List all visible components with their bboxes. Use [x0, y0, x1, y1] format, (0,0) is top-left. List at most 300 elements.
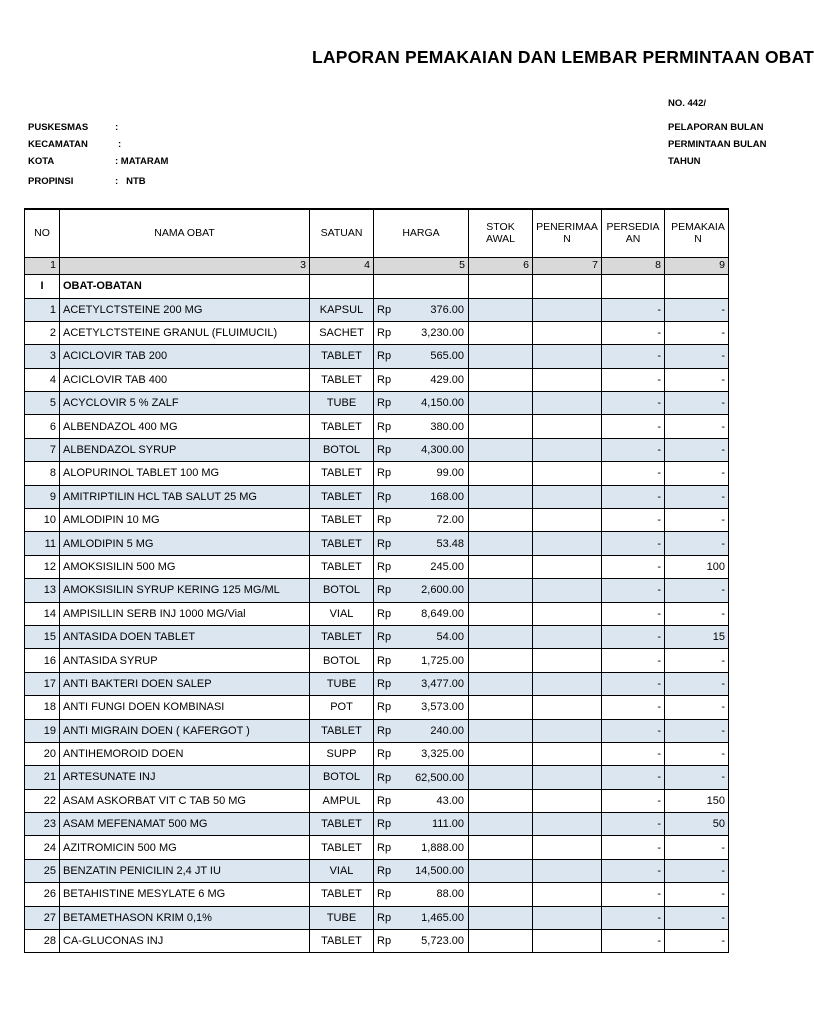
row-no: 14	[25, 602, 60, 625]
row-persediaan: -	[602, 836, 665, 859]
row-harga	[374, 321, 469, 344]
row-satuan: TABLET	[310, 625, 374, 648]
row-penerimaan	[533, 555, 602, 578]
row-stok-awal	[469, 789, 533, 812]
row-no: 17	[25, 672, 60, 695]
row-pemakaian: -	[665, 906, 729, 929]
currency-label: Rp	[377, 724, 392, 737]
row-pemakaian: -	[665, 579, 729, 602]
row-penerimaan	[533, 930, 602, 953]
row-nama-obat: ANTI MIGRAIN DOEN ( KAFERGOT )	[60, 719, 310, 742]
table-row	[25, 368, 729, 391]
currency-label: Rp	[377, 748, 392, 761]
row-persediaan: -	[602, 742, 665, 765]
price-amount: 4,150.00	[421, 397, 464, 410]
row-nama-obat: ACETYLCTSTEINE GRANUL (FLUIMUCIL)	[60, 321, 310, 344]
header-stok-awal: STOK AWAL	[469, 209, 533, 257]
row-nama-obat: AZITROMICIN 500 MG	[60, 836, 310, 859]
row-nama-obat: CA-GLUCONAS INJ	[60, 930, 310, 953]
row-nama-obat: AMPISILLIN SERB INJ 1000 MG/Vial	[60, 602, 310, 625]
row-no: 25	[25, 859, 60, 882]
currency-label: Rp	[377, 350, 392, 363]
currency-label: Rp	[377, 654, 392, 667]
table-row	[25, 555, 729, 578]
row-stok-awal	[469, 859, 533, 882]
row-penerimaan	[533, 485, 602, 508]
currency-label: Rp	[377, 490, 392, 503]
row-no: 26	[25, 883, 60, 906]
meta-value-propinsi: : NTB	[115, 176, 146, 187]
table-row	[25, 438, 729, 461]
row-pemakaian: -	[665, 392, 729, 415]
row-harga	[374, 813, 469, 836]
row-persediaan: -	[602, 462, 665, 485]
row-nama-obat: ACYCLOVIR 5 % ZALF	[60, 392, 310, 415]
row-pemakaian: -	[665, 719, 729, 742]
report-number: NO. 442/	[668, 98, 707, 109]
row-stok-awal	[469, 883, 533, 906]
row-satuan: POT	[310, 696, 374, 719]
header-satuan: SATUAN	[310, 209, 374, 257]
table-row	[25, 602, 729, 625]
row-no: 1	[25, 298, 60, 321]
price-amount: 3,325.00	[421, 748, 464, 761]
row-harga	[374, 625, 469, 648]
row-persediaan: -	[602, 813, 665, 836]
meta-permintaan-bulan: PERMINTAAN BULAN	[668, 139, 767, 150]
price-amount: 240.00	[430, 724, 464, 737]
col-number: 6	[469, 257, 533, 274]
row-nama-obat: ARTESUNATE INJ	[60, 766, 310, 789]
row-no: 13	[25, 579, 60, 602]
row-satuan: TABLET	[310, 462, 374, 485]
row-stok-awal	[469, 462, 533, 485]
price-amount: 14,500.00	[415, 865, 464, 878]
row-nama-obat: AMOKSISILIN 500 MG	[60, 555, 310, 578]
meta-value-kota: : MATARAM	[115, 156, 169, 167]
price-amount: 168.00	[430, 490, 464, 503]
row-stok-awal	[469, 438, 533, 461]
row-stok-awal	[469, 742, 533, 765]
row-harga	[374, 906, 469, 929]
price-amount: 245.00	[430, 560, 464, 573]
row-penerimaan	[533, 625, 602, 648]
table-row	[25, 766, 729, 789]
row-pemakaian: -	[665, 509, 729, 532]
row-satuan: SACHET	[310, 321, 374, 344]
row-penerimaan	[533, 462, 602, 485]
row-persediaan: -	[602, 392, 665, 415]
table-row	[25, 298, 729, 321]
row-persediaan: -	[602, 298, 665, 321]
table-row	[25, 813, 729, 836]
price-amount: 53.48	[436, 537, 464, 550]
row-persediaan: -	[602, 859, 665, 882]
row-stok-awal	[469, 602, 533, 625]
row-penerimaan	[533, 579, 602, 602]
table-row	[25, 742, 729, 765]
currency-label: Rp	[377, 701, 392, 714]
col-number: 8	[602, 257, 665, 274]
row-harga	[374, 555, 469, 578]
currency-label: Rp	[377, 560, 392, 573]
price-amount: 8,649.00	[421, 607, 464, 620]
row-nama-obat: ALBENDAZOL SYRUP	[60, 438, 310, 461]
row-pemakaian: -	[665, 672, 729, 695]
currency-label: Rp	[377, 467, 392, 480]
row-satuan: TABLET	[310, 836, 374, 859]
row-nama-obat: AMOKSISILIN SYRUP KERING 125 MG/ML	[60, 579, 310, 602]
col-number: 3	[60, 257, 310, 274]
row-penerimaan	[533, 836, 602, 859]
table-row	[25, 836, 729, 859]
row-persediaan: -	[602, 485, 665, 508]
currency-label: Rp	[377, 888, 392, 901]
table-row	[25, 462, 729, 485]
row-harga	[374, 368, 469, 391]
row-penerimaan	[533, 719, 602, 742]
section-row	[25, 274, 729, 298]
row-stok-awal	[469, 345, 533, 368]
section-number: I	[25, 274, 60, 298]
row-no: 5	[25, 392, 60, 415]
price-amount: 1,725.00	[421, 654, 464, 667]
col-number: 9	[665, 257, 729, 274]
row-persediaan: -	[602, 672, 665, 695]
row-no: 2	[25, 321, 60, 344]
row-pemakaian: 50	[665, 813, 729, 836]
row-persediaan: -	[602, 579, 665, 602]
row-persediaan: -	[602, 719, 665, 742]
meta-value-kecamatan: :	[118, 139, 122, 150]
table-row	[25, 345, 729, 368]
row-satuan: AMPUL	[310, 789, 374, 812]
row-penerimaan	[533, 859, 602, 882]
price-amount: 565.00	[430, 350, 464, 363]
header-harga: HARGA	[374, 209, 469, 257]
row-stok-awal	[469, 415, 533, 438]
row-harga	[374, 789, 469, 812]
row-pemakaian: -	[665, 438, 729, 461]
row-penerimaan	[533, 649, 602, 672]
row-harga	[374, 462, 469, 485]
header-row	[25, 209, 729, 257]
row-pemakaian: -	[665, 883, 729, 906]
row-no: 8	[25, 462, 60, 485]
row-harga	[374, 438, 469, 461]
price-amount: 3,477.00	[421, 677, 464, 690]
price-amount: 43.00	[436, 794, 464, 807]
price-amount: 429.00	[430, 373, 464, 386]
row-harga	[374, 859, 469, 882]
row-nama-obat: ACICLOVIR TAB 400	[60, 368, 310, 391]
row-satuan: BOTOL	[310, 649, 374, 672]
row-satuan: BOTOL	[310, 438, 374, 461]
row-satuan: VIAL	[310, 602, 374, 625]
row-penerimaan	[533, 321, 602, 344]
price-amount: 3,573.00	[421, 701, 464, 714]
row-harga	[374, 672, 469, 695]
row-satuan: TABLET	[310, 532, 374, 555]
row-persediaan: -	[602, 696, 665, 719]
price-amount: 376.00	[430, 303, 464, 316]
row-harga	[374, 509, 469, 532]
row-satuan: TABLET	[310, 555, 374, 578]
row-nama-obat: ANTIHEMOROID DOEN	[60, 742, 310, 765]
row-nama-obat: ALOPURINOL TABLET 100 MG	[60, 462, 310, 485]
currency-label: Rp	[377, 584, 392, 597]
row-stok-awal	[469, 906, 533, 929]
meta-label-propinsi: PROPINSI	[28, 176, 74, 187]
table-row	[25, 532, 729, 555]
row-satuan: TABLET	[310, 415, 374, 438]
currency-label: Rp	[377, 911, 392, 924]
row-harga	[374, 836, 469, 859]
row-penerimaan	[533, 672, 602, 695]
row-pemakaian: -	[665, 930, 729, 953]
row-pemakaian: -	[665, 766, 729, 789]
row-no: 22	[25, 789, 60, 812]
row-satuan: TABLET	[310, 368, 374, 391]
currency-label: Rp	[377, 327, 392, 340]
currency-label: Rp	[377, 841, 392, 854]
col-number: 7	[533, 257, 602, 274]
currency-label: Rp	[377, 397, 392, 410]
row-nama-obat: BETAMETHASON KRIM 0,1%	[60, 906, 310, 929]
row-penerimaan	[533, 602, 602, 625]
row-persediaan: -	[602, 555, 665, 578]
row-penerimaan	[533, 392, 602, 415]
row-nama-obat: AMLODIPIN 5 MG	[60, 532, 310, 555]
row-pemakaian: -	[665, 602, 729, 625]
currency-label: Rp	[377, 537, 392, 550]
row-no: 4	[25, 368, 60, 391]
table-row	[25, 672, 729, 695]
row-harga	[374, 485, 469, 508]
row-stok-awal	[469, 321, 533, 344]
row-harga	[374, 742, 469, 765]
row-satuan: KAPSUL	[310, 298, 374, 321]
currency-label: Rp	[377, 514, 392, 527]
price-amount: 1,888.00	[421, 841, 464, 854]
header-no: NO	[25, 209, 60, 257]
row-nama-obat: ANTASIDA DOEN TABLET	[60, 625, 310, 648]
row-persediaan: -	[602, 602, 665, 625]
row-no: 7	[25, 438, 60, 461]
row-stok-awal	[469, 930, 533, 953]
row-penerimaan	[533, 368, 602, 391]
currency-label: Rp	[377, 677, 392, 690]
table-row	[25, 625, 729, 648]
row-harga	[374, 579, 469, 602]
row-penerimaan	[533, 298, 602, 321]
table-row	[25, 392, 729, 415]
price-amount: 1,465.00	[421, 911, 464, 924]
row-satuan: BOTOL	[310, 579, 374, 602]
row-pemakaian: -	[665, 859, 729, 882]
row-persediaan: -	[602, 649, 665, 672]
row-stok-awal	[469, 672, 533, 695]
row-pemakaian: -	[665, 368, 729, 391]
row-stok-awal	[469, 836, 533, 859]
table-row	[25, 719, 729, 742]
row-stok-awal	[469, 719, 533, 742]
row-stok-awal	[469, 392, 533, 415]
row-penerimaan	[533, 883, 602, 906]
row-no: 18	[25, 696, 60, 719]
row-persediaan: -	[602, 509, 665, 532]
row-penerimaan	[533, 415, 602, 438]
row-harga	[374, 415, 469, 438]
row-penerimaan	[533, 789, 602, 812]
row-no: 12	[25, 555, 60, 578]
row-no: 19	[25, 719, 60, 742]
row-penerimaan	[533, 813, 602, 836]
report-title: LAPORAN PEMAKAIAN DAN LEMBAR PERMINTAAN OBAT	[312, 47, 814, 67]
row-harga	[374, 883, 469, 906]
header-persediaan: PERSEDIAAN	[602, 209, 665, 257]
row-satuan: VIAL	[310, 859, 374, 882]
row-stok-awal	[469, 485, 533, 508]
row-nama-obat: ACETYLCTSTEINE 200 MG	[60, 298, 310, 321]
table-row	[25, 485, 729, 508]
col-number: 1	[25, 257, 60, 274]
price-amount: 72.00	[436, 514, 464, 527]
meta-tahun: TAHUN	[668, 156, 701, 167]
row-harga	[374, 719, 469, 742]
currency-label: Rp	[377, 303, 392, 316]
row-persediaan: -	[602, 625, 665, 648]
meta-label-puskesmas: PUSKESMAS	[28, 122, 89, 133]
currency-label: Rp	[377, 443, 392, 456]
row-pemakaian: 150	[665, 789, 729, 812]
row-stok-awal	[469, 625, 533, 648]
row-no: 16	[25, 649, 60, 672]
row-harga	[374, 345, 469, 368]
col-number: 5	[374, 257, 469, 274]
row-penerimaan	[533, 906, 602, 929]
row-penerimaan	[533, 532, 602, 555]
row-persediaan: -	[602, 368, 665, 391]
row-penerimaan	[533, 345, 602, 368]
currency-label: Rp	[377, 865, 392, 878]
row-nama-obat: ASAM MEFENAMAT 500 MG	[60, 813, 310, 836]
row-satuan: TUBE	[310, 672, 374, 695]
table-row	[25, 321, 729, 344]
row-stok-awal	[469, 766, 533, 789]
row-satuan: TABLET	[310, 813, 374, 836]
row-pemakaian: -	[665, 462, 729, 485]
row-nama-obat: BENZATIN PENICILIN 2,4 JT IU	[60, 859, 310, 882]
currency-label: Rp	[377, 935, 392, 948]
row-pemakaian: -	[665, 742, 729, 765]
row-no: 9	[25, 485, 60, 508]
row-persediaan: -	[602, 789, 665, 812]
row-persediaan: -	[602, 906, 665, 929]
row-harga	[374, 392, 469, 415]
row-nama-obat: BETAHISTINE MESYLATE 6 MG	[60, 883, 310, 906]
header-nama-obat: NAMA OBAT	[60, 209, 310, 257]
row-pemakaian: -	[665, 836, 729, 859]
row-pemakaian: -	[665, 532, 729, 555]
section-label: OBAT-OBATAN	[60, 274, 310, 298]
price-amount: 88.00	[436, 888, 464, 901]
row-satuan: SUPP	[310, 742, 374, 765]
currency-label: Rp	[377, 818, 392, 831]
price-amount: 5,723.00	[421, 935, 464, 948]
currency-label: Rp	[377, 771, 392, 784]
header-pemakaian: PEMAKAIAN	[665, 209, 729, 257]
row-persediaan: -	[602, 438, 665, 461]
row-harga	[374, 930, 469, 953]
price-amount: 3,230.00	[421, 327, 464, 340]
meta-value-puskesmas: :	[115, 122, 119, 133]
row-satuan: TABLET	[310, 719, 374, 742]
row-nama-obat: ANTASIDA SYRUP	[60, 649, 310, 672]
row-satuan: TUBE	[310, 906, 374, 929]
table-row	[25, 509, 729, 532]
row-no: 27	[25, 906, 60, 929]
row-no: 3	[25, 345, 60, 368]
currency-label: Rp	[377, 373, 392, 386]
row-stok-awal	[469, 532, 533, 555]
row-persediaan: -	[602, 532, 665, 555]
row-stok-awal	[469, 696, 533, 719]
row-pemakaian: -	[665, 485, 729, 508]
row-pemakaian: -	[665, 298, 729, 321]
row-nama-obat: AMLODIPIN 10 MG	[60, 509, 310, 532]
obat-table	[24, 208, 729, 953]
row-nama-obat: ALBENDAZOL 400 MG	[60, 415, 310, 438]
row-pemakaian: -	[665, 321, 729, 344]
row-penerimaan	[533, 742, 602, 765]
row-stok-awal	[469, 579, 533, 602]
price-amount: 62,500.00	[415, 771, 464, 784]
row-no: 10	[25, 509, 60, 532]
row-stok-awal	[469, 649, 533, 672]
row-persediaan: -	[602, 345, 665, 368]
table-row	[25, 859, 729, 882]
row-penerimaan	[533, 696, 602, 719]
row-satuan: TABLET	[310, 883, 374, 906]
price-amount: 54.00	[436, 631, 464, 644]
table-row	[25, 415, 729, 438]
row-stok-awal	[469, 813, 533, 836]
row-harga	[374, 696, 469, 719]
row-stok-awal	[469, 368, 533, 391]
price-amount: 380.00	[430, 420, 464, 433]
row-nama-obat: AMITRIPTILIN HCL TAB SALUT 25 MG	[60, 485, 310, 508]
price-amount: 2,600.00	[421, 584, 464, 597]
row-pemakaian: -	[665, 696, 729, 719]
table-row	[25, 789, 729, 812]
row-pemakaian: -	[665, 649, 729, 672]
price-amount: 111.00	[431, 818, 464, 831]
row-nama-obat: ANTI FUNGI DOEN KOMBINASI	[60, 696, 310, 719]
row-satuan: TABLET	[310, 345, 374, 368]
row-pemakaian: 15	[665, 625, 729, 648]
col-number: 4	[310, 257, 374, 274]
table-row	[25, 696, 729, 719]
row-penerimaan	[533, 766, 602, 789]
row-no: 11	[25, 532, 60, 555]
row-satuan: TUBE	[310, 392, 374, 415]
column-number-row	[25, 257, 729, 274]
row-no: 28	[25, 930, 60, 953]
currency-label: Rp	[377, 631, 392, 644]
row-satuan: TABLET	[310, 930, 374, 953]
table-row	[25, 930, 729, 953]
